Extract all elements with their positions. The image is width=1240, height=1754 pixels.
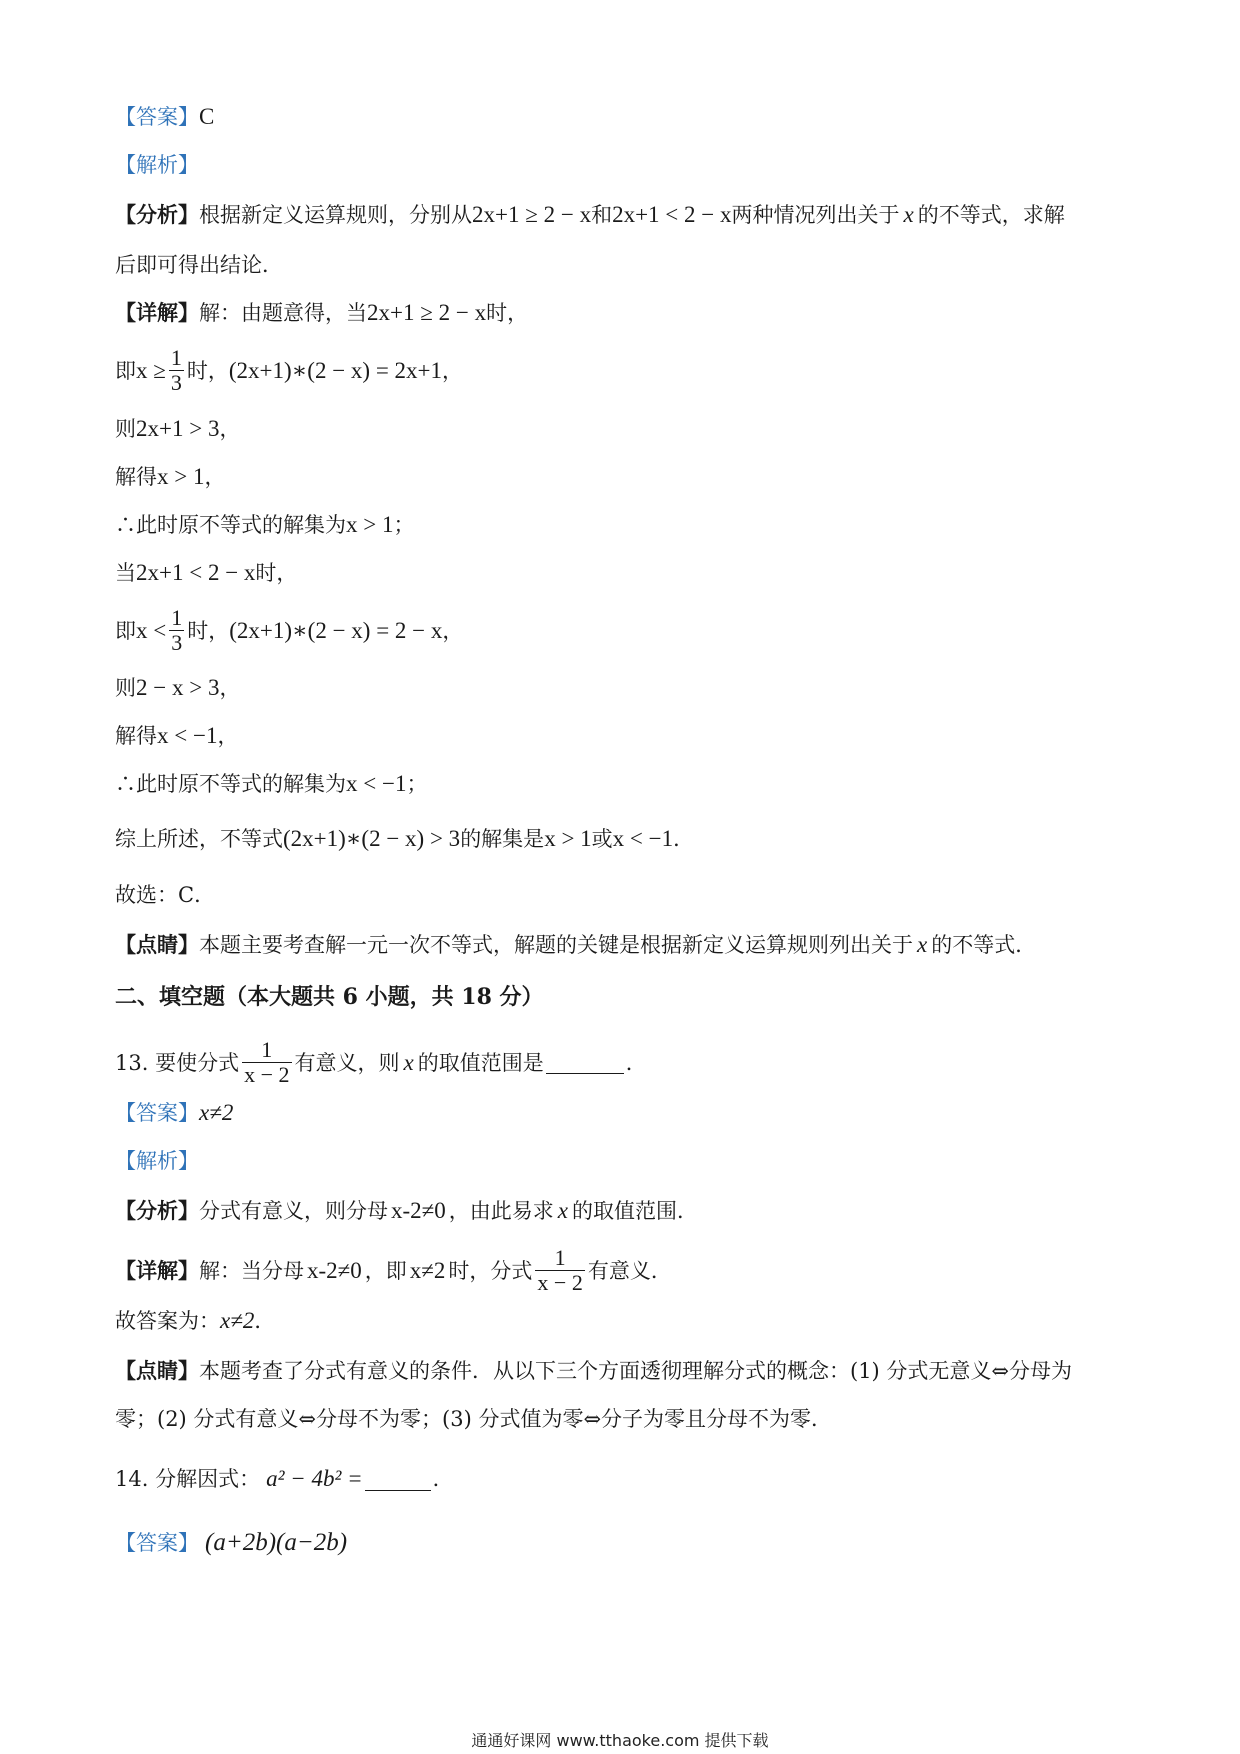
math-expr: 2x+1 < 2 − x: [612, 202, 732, 227]
text: ∴此时原不等式的解集为: [115, 513, 346, 537]
text: 即: [115, 618, 136, 643]
text: 则: [115, 417, 136, 441]
q12-line-10: [115, 769, 427, 799]
text: 故答案为：: [115, 1309, 220, 1333]
math-expr: 2 − x > 3: [136, 675, 220, 700]
math-expr: 2x+1 ≥ 2 − x: [367, 300, 487, 325]
text: 两种情况列出关于: [731, 203, 900, 227]
text: 解：当分母: [199, 1258, 304, 1283]
page-footer: 通通好课网 www.tthaoke.com 提供下载: [471, 1731, 769, 1750]
answer-value: x≠2: [199, 1100, 234, 1125]
q12-fenxi-line-2: [115, 250, 283, 280]
text: 13. 要使分式: [115, 1050, 240, 1075]
q12-line-11: [115, 824, 694, 854]
math-expr: a² − 4b² =: [266, 1466, 363, 1491]
dianjing-tag: 【点睛】: [115, 932, 199, 957]
q12-line-5: [115, 510, 414, 540]
text: ，: [442, 618, 464, 643]
q12-line-8: [115, 673, 240, 703]
math-expr: x≠2: [220, 1308, 255, 1333]
answer-blank[interactable]: [546, 1051, 624, 1074]
q12-analysis-tag-line: [115, 150, 199, 180]
text: ，: [442, 358, 464, 383]
q12-line-7: [115, 606, 463, 655]
denominator: 3: [171, 630, 183, 655]
math-expr: (2x+1)∗(2 − x) = 2 − x: [229, 617, 443, 643]
q13-gu-line: [115, 1306, 275, 1336]
q12-line-3: [115, 414, 240, 444]
text: 时，分式: [448, 1258, 533, 1283]
answer-tag: 【答案】: [115, 105, 199, 129]
text: 的不等式．: [931, 933, 1037, 957]
math-var: x: [403, 1049, 414, 1075]
text: ；: [393, 513, 415, 537]
text: ，由此易求: [448, 1199, 554, 1223]
xiangjie-tag: 【详解】: [115, 300, 199, 325]
q12-line-12: [115, 880, 215, 910]
text: ，: [219, 676, 241, 700]
math-expr: x-2≠0: [307, 1257, 362, 1283]
text: 和: [591, 203, 613, 227]
fraction: [535, 1246, 584, 1295]
text: 解：由题意得，当: [199, 301, 367, 325]
text: 时，: [187, 618, 230, 643]
numerator: 1: [554, 1245, 566, 1270]
text: 的取值范围．: [572, 1199, 699, 1223]
text: 的解集是: [460, 827, 545, 851]
math-expr: x < −1: [612, 826, 674, 851]
section-title: 二、填空题（本大题共 6 小题，共 18 分）: [115, 984, 544, 1010]
text: ．: [432, 1467, 454, 1491]
text: 故选：C．: [115, 883, 216, 907]
text: 时，: [255, 561, 298, 585]
q12-xiangjie-line: [115, 298, 528, 328]
text: ．: [254, 1309, 276, 1333]
numerator: 1: [261, 1037, 273, 1062]
answer-value: C: [199, 104, 215, 129]
math-expr: x < −1: [157, 723, 218, 748]
math-expr: (2x+1)∗(2 − x) > 3: [283, 826, 461, 851]
text: ∴此时原不等式的解集为: [115, 772, 346, 796]
text: ．: [625, 1050, 647, 1075]
math-expr: 2x+1 < 2 − x: [136, 560, 256, 585]
q12-dianjing-line: [115, 930, 1036, 960]
text: 分式有意义，则分母: [199, 1199, 388, 1223]
math-expr: x > 1: [346, 512, 394, 537]
text: 时，: [186, 358, 229, 383]
fraction: [169, 606, 184, 655]
q12-answer-line: [115, 102, 214, 132]
q12-line-9: [115, 721, 238, 751]
denominator: x − 2: [244, 1062, 290, 1087]
q12-line-2: [115, 346, 463, 395]
text: 14. 分解因式：: [115, 1467, 261, 1491]
text: 零；(2) 分式有意义⇔分母不为零；(3) 分式值为零⇔分子为零且分母不为零．: [115, 1407, 833, 1431]
text: ；: [406, 772, 428, 796]
analysis-tag: 【解析】: [115, 153, 199, 177]
math-expr: 2x+1 ≥ 2 − x: [472, 202, 592, 227]
math-expr: x≠2: [409, 1257, 446, 1283]
math-var: x: [903, 202, 914, 227]
text: 本题主要考查解一元一次不等式，解题的关键是根据新定义运算规则列出关于: [199, 933, 913, 957]
answer-tag: 【答案】: [115, 1101, 199, 1125]
q12-fenxi-line: [115, 200, 1065, 230]
numerator: 1: [170, 345, 182, 370]
math-expr: (2x+1)∗(2 − x) = 2x+1: [228, 357, 443, 383]
text: 综上所述，不等式: [115, 827, 283, 851]
math-expr: x > 1: [157, 464, 205, 489]
q13-answer-line: [115, 1098, 233, 1128]
text: 时，: [486, 301, 529, 325]
q14-question: [115, 1464, 454, 1494]
q14-answer-line: [115, 1528, 347, 1558]
text: 本题考查了分式有意义的条件．从以下三个方面透彻理解分式的概念：(1) 分式无意义⇔分母为: [199, 1359, 1073, 1383]
denominator: 3: [170, 370, 182, 395]
math-expr: x <: [136, 617, 167, 643]
text: 即: [115, 358, 136, 383]
math-var: x: [917, 932, 928, 957]
text: 的不等式，求解: [917, 203, 1065, 227]
text: ，: [204, 465, 226, 489]
fraction: [169, 346, 184, 395]
math-expr: x < −1: [346, 771, 407, 796]
denominator: x − 2: [537, 1270, 583, 1295]
text: 或: [591, 827, 613, 851]
q13-xiangjie-line: [115, 1246, 672, 1295]
dianjing-tag: 【点睛】: [115, 1358, 199, 1383]
text: 的取值范围是: [417, 1050, 544, 1075]
q13-fenxi-line: [115, 1196, 698, 1226]
math-expr: x > 1: [544, 826, 592, 851]
text: 有意义，则: [294, 1050, 400, 1075]
q12-line-4: [115, 462, 225, 492]
text: ．: [673, 827, 695, 851]
text: 则: [115, 676, 136, 700]
math-expr: x ≥: [136, 357, 166, 383]
fenxi-tag: 【分析】: [115, 1198, 199, 1223]
xiangjie-tag: 【详解】: [115, 1257, 199, 1283]
text: 有意义．: [587, 1258, 672, 1283]
fraction: [242, 1038, 291, 1087]
text: ，: [219, 417, 241, 441]
text: 解得: [115, 465, 157, 489]
text: 后即可得出结论．: [115, 253, 283, 277]
math-expr: 2x+1 > 3: [136, 416, 220, 441]
text: ，即: [364, 1258, 407, 1283]
q13-analysis-tag-line: [115, 1146, 199, 1176]
section-heading: [115, 982, 544, 1012]
q13-dianjing-line-2: [115, 1404, 832, 1434]
q12-line-6: [115, 558, 297, 588]
text: 根据新定义运算规则，分别从: [199, 203, 472, 227]
fenxi-tag: 【分析】: [115, 202, 199, 227]
answer-value: (a+2b)(a−2b): [205, 1529, 348, 1556]
answer-tag: 【答案】: [115, 1531, 199, 1555]
text: 解得: [115, 724, 157, 748]
text: ，: [217, 724, 239, 748]
math-expr: x-2≠0: [391, 1198, 446, 1223]
analysis-tag: 【解析】: [115, 1149, 199, 1173]
text: 当: [115, 561, 136, 585]
q13-question: [115, 1038, 647, 1087]
math-var: x: [557, 1198, 569, 1223]
numerator: 1: [171, 605, 183, 630]
answer-blank[interactable]: [365, 1468, 431, 1491]
q13-dianjing-line: [115, 1356, 1072, 1386]
